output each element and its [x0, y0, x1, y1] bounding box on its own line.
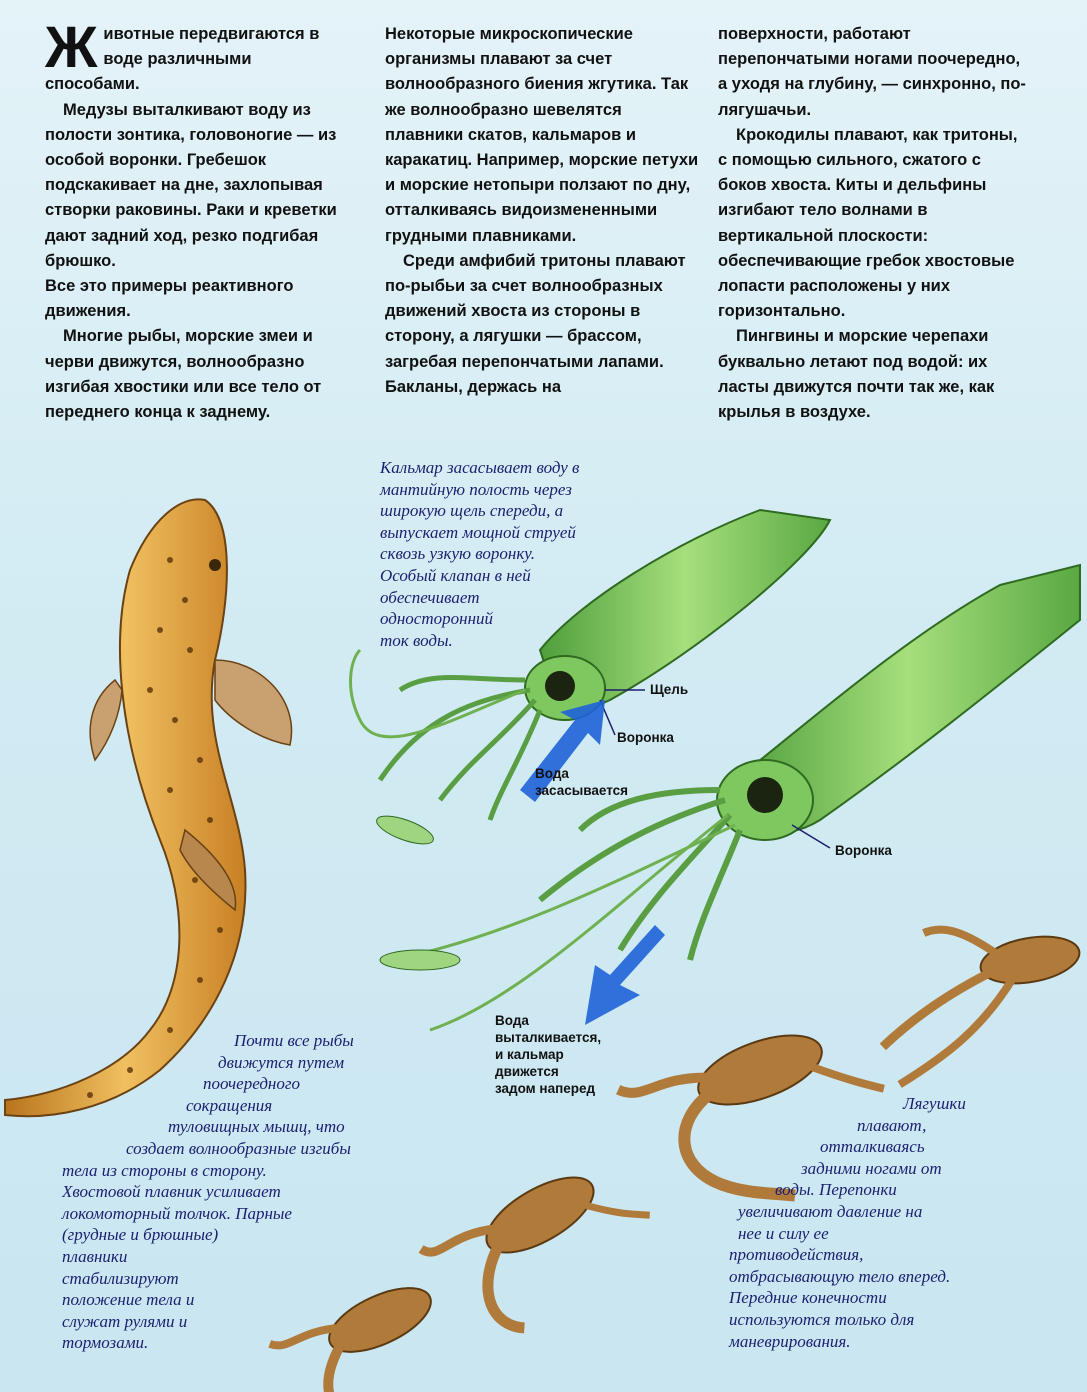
fish-eye — [209, 559, 221, 571]
label-slit: Щель — [650, 682, 689, 697]
label-funnel-1: Воронка — [617, 730, 674, 745]
col2-paragraph-1: Некоторые микроскопические организмы плавают за счет волнообразного биения жгутика. Так же волнообразно шевелятся плавники скатов, кальмаров и каракатиц. Например, морские петухи и морские нетопыри ползают по дну, отталкиваясь видоизмененными грудными плавниками. — [385, 25, 699, 245]
col1-paragraph-2: Медузы выталкивают воду из полости зонтика, головоногие — из особой воронки. Гребешок подскакивает на дне, захлопывая створки раковины. Раки и креветки дают задний ход, резко подгибая брюшко. — [45, 100, 337, 270]
text-column-3 — [718, 22, 1030, 425]
squid-caption: Кальмар засасывает воду в мантийную полость через широкую щель спереди, а выпускает мощной струей сквозь узкую воронку. Особый клапан в ней обеспечивает односторонний ток воды. — [380, 458, 580, 650]
frog-caption: Лягушки плавают, отталкиваясь задними ногами от воды. Перепонки увеличивают давление на нее и силу ее противодействия, отбрасывающую тело вперед. Передние конечности используются только для маневрирования. — [729, 1094, 966, 1351]
fish-left-fin — [90, 680, 122, 760]
frog-2 — [421, 1142, 667, 1353]
text-column-2 — [385, 22, 703, 400]
fish-caption: Почти все рыбы движутся путем поочередного сокращения туловищных мышц, что создает волнообразные изгибы тела из стороны в сторону. Хвостовой плавник усиливает локомоторный толчок. Парные (грудные и брюшные) плавники стабилизируют положение тела и служат рулями и тормозами. — [62, 1031, 354, 1353]
col3-paragraph-2: Крокодилы плавают, как тритоны, с помощью сильного, сжатого с боков хвоста. Киты и дельфины изгибают тело волнами в вертикальной плоскости: обеспечивающие гребок хвостовые лопасти расположены у них горизонтально. — [718, 125, 1018, 321]
col3-paragraph-1: поверхности, работают перепончатыми ногами поочередно, а уходя на глубину, — синхронно, по-лягушачьи. — [718, 25, 1026, 119]
col3-paragraph-3: Пингвины и морские черепахи буквально летают под водой: их ласты движутся почти так же, как крылья в воздухе. — [718, 327, 995, 422]
col2-paragraph-2: Среди амфибий тритоны плавают по-рыбьи за счет волнообразных движений хвоста из стороны в сторону, а лягушки — брассом, загребая перепончатыми лапами. Бакланы, держась на — [385, 251, 686, 396]
label-funnel-2: Воронка — [835, 843, 892, 858]
col1-paragraph-3: Все это примеры реактивного движения. — [45, 277, 294, 321]
fish-illustration — [5, 499, 292, 1116]
squid-large-eye — [747, 777, 783, 813]
col1-paragraph-4: Многие рыбы, морские змеи и черви движутся, волнообразно изгибая хвостики или все тело от переднего конца к заднему. — [45, 327, 322, 422]
squid-small-arms — [380, 678, 540, 821]
col1-paragraph-1: Животные передвигаются в воде различными способами. — [45, 15, 320, 94]
squid-large-arms — [540, 790, 740, 960]
fish-body — [5, 499, 245, 1116]
label-water-out: Вода выталкивается, и кальмар движется задом наперед — [495, 1013, 602, 1096]
text-column-1 — [45, 15, 345, 425]
fish-pectoral-fin — [215, 660, 292, 745]
frog-4 — [864, 906, 1087, 1086]
drop-cap: Ж — [45, 15, 98, 80]
squid-small-eye — [545, 671, 575, 701]
label-water-in: Вода засасывается — [535, 766, 629, 798]
